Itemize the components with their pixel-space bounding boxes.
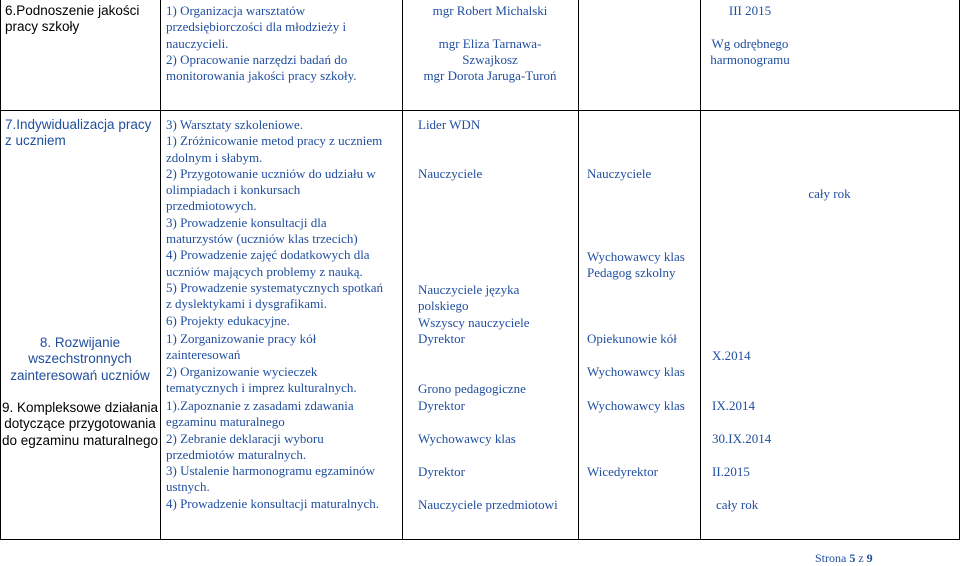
row7-activities: 3) Warsztaty szkoleniowe. 1) Zróżnicowanie metod pracy z uczniem zdolnym i słabym. 2) Przygotowanie uczniów do udziału w olimpiadach i konkursach przedmiotowych. 3) Prowadzenie konsultacji dla maturzystów (uczniów klas trzecich) 4) Prowadzenie zajęć dodatkowych dla uczniów mających problemy z nauką. 5) Prowadzenie systematycznych spotkań z dyslektykami i dysgrafikami. 6) Projekty edukacyjne. — [166, 117, 383, 328]
row9-col4-class-teachers: Wychowawcy klas — [587, 398, 685, 413]
table-border-bottom — [0, 539, 960, 540]
row9-vice-director: Wicedyrektor — [587, 464, 658, 479]
row8-task: 8. Rozwijanie wszechstronnych zainteresowań uczniów — [10, 335, 150, 383]
row9-class-teachers: Wychowawcy klas — [418, 431, 516, 446]
page-total: 9 — [866, 551, 873, 565]
table-divider-3 — [578, 0, 579, 539]
row9-director: Dyrektor — [418, 398, 465, 413]
row8-club-leaders: Opiekunowie kół — [587, 331, 677, 346]
row9-activities: 1).Zapoznanie z zasadami zdawania egzaminu maturalnego 2) Zebranie deklaracji wyboru przedmiotów maturalnych. 3) Ustalenie harmonogramu egzaminów ustnych. 4) Prowadzenie konsultacji maturalnych. — [166, 398, 379, 511]
row9-director-2: Dyrektor — [418, 464, 465, 479]
row8-class-teachers: Wychowawcy klas — [587, 364, 685, 379]
row7-lead: Lider WDN — [418, 117, 481, 132]
row9-deadline-2: 30.IX.2014 — [712, 431, 772, 446]
row9-deadline-1: IX.2014 — [712, 398, 755, 413]
table-divider-1 — [160, 0, 161, 539]
row7-deadline: cały rok — [808, 186, 851, 201]
row9-subject-teachers: Nauczyciele przedmiotowi — [418, 497, 558, 512]
row8-staff: Grono pedagogiczne — [418, 381, 526, 396]
row6-responsible: mgr Robert Michalski mgr Eliza Tarnawa- Szwajkosz mgr Dorota Jaruga-Turoń — [423, 3, 557, 84]
row7-task: 7.Indywidualizacja pracy z uczniem — [5, 117, 152, 149]
row-divider — [0, 110, 960, 111]
row9-deadline-3: II.2015 — [712, 464, 750, 479]
row9-task: 9. Kompleksowe działania dotyczące przygotowania do egzaminu maturalnego — [1, 400, 159, 448]
row7-col4-teachers: Nauczyciele — [587, 166, 652, 181]
row6-task: 6.Podnoszenie jakości pracy szkoły — [5, 3, 140, 35]
table-divider-4 — [700, 0, 701, 539]
row7-col4-others: Wychowawcy klas Pedagog szkolny — [587, 249, 685, 281]
row8-activities: 1) Zorganizowanie pracy kół zainteresowań 2) Organizowanie wycieczek tematycznych i imprez kulturalnych. — [166, 331, 357, 395]
row7-teachers: Nauczyciele — [418, 166, 483, 181]
page-current: 5 — [849, 551, 856, 565]
row6-activities: 1) Organizacja warsztatów przedsiębiorczości dla młodzieży i nauczycieli. 2) Opracowanie narzędzi badań do monitorowania jakości pracy szkoły. — [166, 3, 357, 84]
page-label: Strona — [815, 551, 847, 565]
row7-polish-teachers: Nauczyciele języka polskiego Wszyscy nauczyciele — [418, 282, 530, 330]
page-indicator — [815, 551, 873, 566]
row8-deadline: X.2014 — [712, 348, 751, 363]
row6-deadline: III 2015 Wg odrębnego harmonogramu — [710, 3, 790, 67]
row9-deadline-4: cały rok — [716, 497, 759, 512]
row8-director: Dyrektor — [418, 331, 465, 346]
page-separator: z — [858, 551, 864, 565]
table-border-left — [0, 0, 1, 539]
